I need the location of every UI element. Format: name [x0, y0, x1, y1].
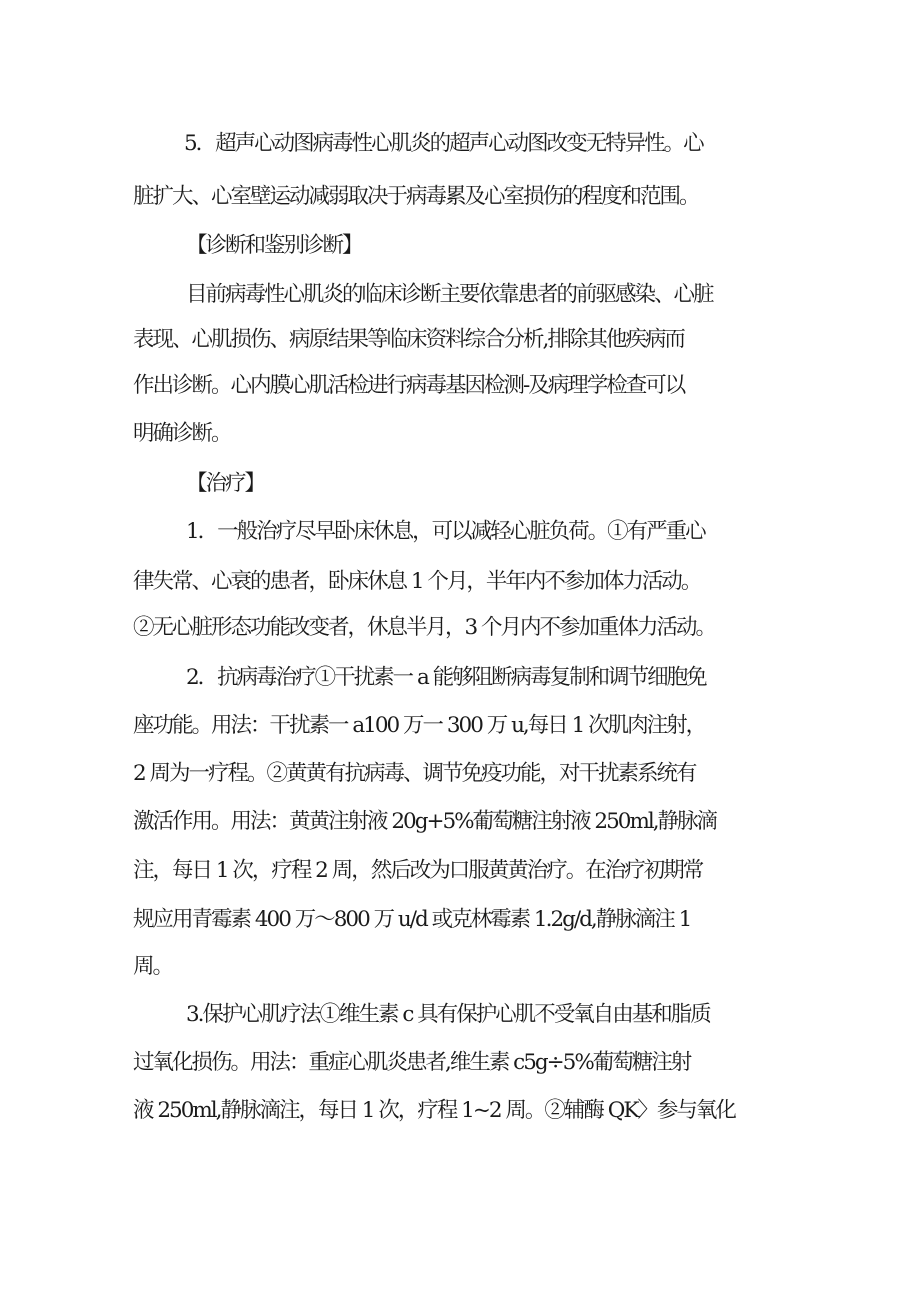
text-line: 1．一般治疗尽早卧床休息，可以减轻心脏负荷。①有严重心	[186, 519, 705, 544]
text-line: 表现、心肌损伤、病原结果等临床资料综合分析,排除其他疾病而	[133, 327, 684, 352]
section-heading-treatment: 【治疗】	[186, 471, 265, 496]
text-line: 激活作用。用法：黄黄注射液 20g+5%葡萄糖注射液 250ml,静脉滴	[133, 809, 717, 834]
text-line: 明确诊断。	[133, 421, 231, 446]
section-heading-diagnosis: 【诊断和鉴别诊断】	[186, 233, 362, 258]
text-line: 规应用青霉素 400 万～800 万 u/d 或克林霉素 1.2g/d,静脉滴注 1	[133, 907, 691, 932]
text-line: 5．超声心动图病毒性心肌炎的超声心动图改变无特异性。心	[184, 131, 703, 156]
text-line: ②无心脏形态功能改变者，休息半月，3 个月内不参加重体力活动。	[133, 615, 716, 640]
text-line: 律失常、心衰的患者，卧床休息 1 个月，半年内不参加体力活动。	[133, 569, 701, 594]
text-line: 3.保护心肌疗法①维生素 c 具有保护心肌不受氧自由基和脂质	[186, 1002, 710, 1027]
text-line: 脏扩大、心室壁运动减弱取决于病毒累及心室损伤的程度和范围。	[133, 184, 699, 209]
text-line: 座功能。用法：干扰素一 a100 万一 300 万 u,每日 1 次肌肉注射，	[133, 713, 706, 738]
text-line: 过氧化损伤。用法：重症心肌炎患者,维生素 c5g÷5%葡萄糖注射	[133, 1050, 691, 1075]
text-line: 2 周为一疗程。②黄黄有抗病毒、调节免疫功能，对干扰素系统有	[133, 761, 696, 786]
text-line: 周。	[133, 954, 173, 979]
text-line: 目前病毒性心肌炎的临床诊断主要依靠患者的前驱感染、心脏	[186, 282, 713, 307]
text-line: 2．抗病毒治疗①干扰素一 a 能够阻断病毒复制和调节细胞免	[186, 665, 706, 690]
text-line: 作出诊断。心内膜心肌活检进行病毒基因检测-及病理学检查可以	[133, 373, 685, 398]
text-line: 注，每日 1 次，疗程 2 周，然后改为口服黄黄治疗。在治疗初期常	[133, 858, 703, 883]
text-line: 液 250ml,静脉滴注，每日 1 次，疗程 1~2 周。②辅酶 QK〉参与氧化	[133, 1098, 735, 1123]
